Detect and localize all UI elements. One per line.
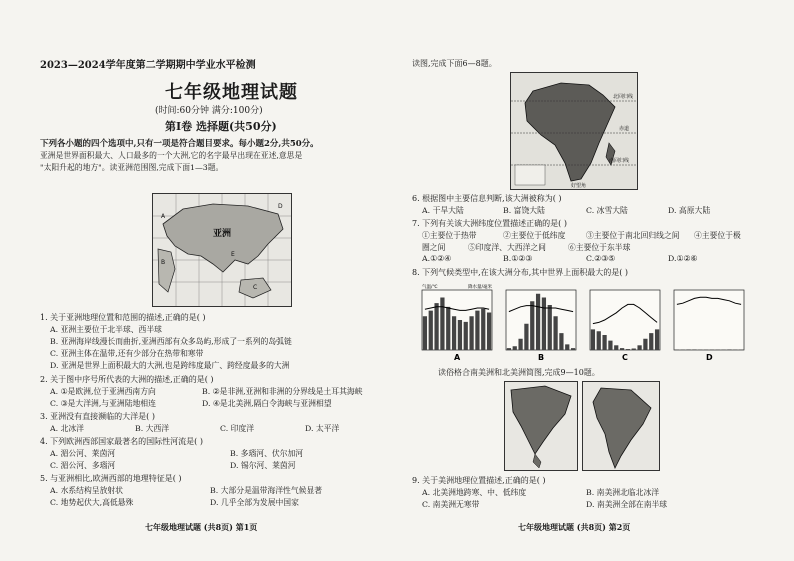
q9-stem: 9. 关于美洲地理位置描述,正确的是( ) xyxy=(412,476,546,485)
precip-bar xyxy=(559,333,563,350)
q2-option-d: D. ④是北美洲,隔白令海峡与亚洲相望 xyxy=(202,399,332,408)
intro-line-1: 亚洲是世界面积最大、人口最多的一个大洲,它的名字最早出现在亚述,意思是 xyxy=(40,151,303,160)
precip-bar xyxy=(727,349,731,350)
precip-bar xyxy=(475,311,479,350)
africa-map-svg xyxy=(511,73,637,189)
precip-bar xyxy=(614,345,618,350)
precip-bar xyxy=(716,350,720,351)
chart-label-c: C xyxy=(622,353,628,362)
q7-stem: 7. 下列有关该大洲纬度位置描述正确的是( ) xyxy=(412,219,567,228)
climate-chart-a xyxy=(422,283,493,362)
ylabel-left: 气温/℃ xyxy=(422,285,438,290)
section-title: 第Ⅰ卷 选择题(共50分) xyxy=(165,120,277,133)
q2-option-a: A. ①是欧洲,位于亚洲西南方向 xyxy=(50,387,156,396)
precip-bar xyxy=(434,303,438,350)
q7-choice-a: A.①②④ xyxy=(422,254,452,263)
q6-option-d: D. 高原大陆 xyxy=(668,206,711,215)
precip-bar xyxy=(458,320,462,350)
precip-bar xyxy=(469,316,473,350)
map-tag-b: B xyxy=(161,259,166,266)
precip-bar xyxy=(487,313,491,351)
q7-item-5: ⑤印度洋、大西洋之间 xyxy=(468,243,546,252)
exam-header: 2023—2024学年度第二学期期中学业水平检测 xyxy=(40,60,256,71)
q6-option-a: A. 干旱大陆 xyxy=(422,206,464,215)
asia-map-figure xyxy=(152,193,292,307)
q6-option-c: C. 冰雪大陆 xyxy=(586,206,628,215)
north-america-svg xyxy=(505,382,577,470)
map-tag-d: D xyxy=(278,203,283,210)
q9-option-d: D. 南美洲全部在南半球 xyxy=(586,500,668,509)
instructions: 下列各小题的四个选项中,只有一项是符合题目要求。每小题2分,共50分。 xyxy=(40,139,319,149)
map-tag-c: C xyxy=(253,284,258,291)
precip-bar xyxy=(565,344,569,350)
precip-bar xyxy=(643,339,647,350)
q5-option-c: C. 地势起伏大,高低悬殊 xyxy=(50,498,134,507)
q2-option-c: C. ③是大洋洲,与亚洲陆地相连 xyxy=(50,399,156,408)
chart-frame xyxy=(506,290,576,350)
label-equator: 赤道 xyxy=(619,126,630,132)
page-left xyxy=(40,0,392,561)
precip-bar xyxy=(481,309,485,350)
q7-item-4-cont: 圈之间 xyxy=(422,243,446,252)
precip-bar xyxy=(655,329,659,350)
q3-option-b: B. 大西洋 xyxy=(135,424,170,433)
map-tag-e: E xyxy=(231,251,235,258)
precip-bar xyxy=(597,331,601,350)
q7-item-4: ④主要位于极 xyxy=(694,231,741,240)
precip-bar xyxy=(710,350,714,351)
q4-stem: 4. 下列欧洲西部国家最著名的国际性河流是( ) xyxy=(40,437,203,446)
north-america-map xyxy=(504,381,578,471)
africa-map-figure xyxy=(510,72,638,190)
precip-bar xyxy=(553,316,557,350)
label-tropic-cancer: 北回归线 xyxy=(613,94,634,100)
precip-bar xyxy=(721,350,725,351)
q4-option-a: A. 湄公河、莱茵河 xyxy=(50,449,116,458)
q9-option-c: C. 南美洲无寒带 xyxy=(422,500,480,509)
page-title: 七年级地理试题 xyxy=(165,82,298,103)
q8-stem: 8. 下列气候类型中,在该大洲分布,其中世界上面积最大的是( ) xyxy=(412,268,629,277)
precip-bar xyxy=(452,316,456,350)
q5-option-a: A. 水系结构呈放射状 xyxy=(50,486,123,495)
asia-map-svg xyxy=(153,194,291,306)
chart-label-d: D xyxy=(706,353,713,362)
precip-bar xyxy=(440,298,444,351)
q3-option-a: A. 北冰洋 xyxy=(50,424,84,433)
q1-option-b: B. 亚洲海岸线漫长而曲折,亚洲西部有众多岛屿,形成了一系列的岛弧链 xyxy=(50,337,292,346)
precip-bar xyxy=(591,329,595,350)
q9-option-a: A. 北美洲地跨寒、中、低纬度 xyxy=(422,488,527,497)
precip-bar xyxy=(675,350,679,351)
q5-option-d: D. 几乎全部为发展中国家 xyxy=(210,498,299,507)
q3-option-c: C. 印度洋 xyxy=(220,424,255,433)
q7-choice-c: C.②③⑤ xyxy=(586,254,616,263)
climate-chart-d xyxy=(674,290,744,362)
q3-option-d: D. 太平洋 xyxy=(305,424,340,433)
q6-option-b: B. 富饶大陆 xyxy=(503,206,545,215)
precip-bar xyxy=(548,305,552,350)
time-info: (时间:60分钟 满分:100分) xyxy=(155,106,263,116)
q5-option-b: B. 大部分是温带海洋性气候显著 xyxy=(210,486,323,495)
q6-stem: 6. 根据图中主要信息判断,该大洲被称为( ) xyxy=(412,194,562,203)
chart-label-a: A xyxy=(454,353,461,362)
precip-bar xyxy=(536,294,540,350)
right-intro: 读图,完成下面6—8题。 xyxy=(412,59,497,68)
precip-bar xyxy=(637,345,641,350)
footer-right: 七年级地理试题 (共8页) 第2页 xyxy=(518,522,631,532)
precip-bar xyxy=(542,298,546,351)
q4-option-d: D. 锡尔河、莱茵河 xyxy=(230,461,296,470)
asia-label: 亚洲 xyxy=(213,229,232,239)
q1-option-a: A. 亚洲主要位于北半球、西半球 xyxy=(50,325,162,334)
precip-bar xyxy=(608,341,612,350)
q1-option-c: C. 亚洲主体在温带,还有少部分在热带和寒带 xyxy=(50,349,204,358)
chart-label-b: B xyxy=(538,353,545,362)
q7-item-6: ⑥主要位于东半球 xyxy=(568,243,631,252)
precip-bar xyxy=(602,335,606,350)
q1-option-d: D. 亚洲是世界上面积最大的大洲,也是跨纬度最广、跨经度最多的大洲 xyxy=(50,361,290,370)
q5-stem: 5. 与亚洲相比,欧洲西部的地理特征是( ) xyxy=(40,474,182,483)
ylabel-right: 降水量/毫米 xyxy=(468,285,493,290)
precip-bar xyxy=(733,350,737,351)
q7-item-2: ②主要位于低纬度 xyxy=(503,231,566,240)
precip-bar xyxy=(530,301,534,350)
intro-line-2: "太阳升起的地方"。读亚洲范围图,完成下面1—3题。 xyxy=(40,163,224,172)
precip-bar xyxy=(571,348,575,350)
footer-left: 七年级地理试题 (共8页) 第1页 xyxy=(145,522,258,532)
precip-bar xyxy=(518,339,522,350)
precip-bar xyxy=(704,350,708,351)
climate-chart-c xyxy=(590,290,660,362)
page-right xyxy=(408,0,760,561)
precip-bar xyxy=(686,349,690,350)
q7-item-1: ①主要位于热带 xyxy=(422,231,477,240)
precip-bar xyxy=(649,333,653,350)
precip-bar xyxy=(446,307,450,350)
q2-stem: 2. 关于图中序号所代表的大洲的描述,正确的是( ) xyxy=(40,375,214,384)
precip-bar xyxy=(620,348,624,350)
precip-bar xyxy=(513,346,517,350)
q3-stem: 3. 亚洲没有直接濒临的大洋是( ) xyxy=(40,412,155,421)
q1-stem: 1. 关于亚洲地理位置和范围的描述,正确的是( ) xyxy=(40,313,206,322)
climate-chart-b xyxy=(506,290,576,362)
precip-bar xyxy=(423,316,427,350)
q4-option-b: B. 多瑙河、伏尔加河 xyxy=(230,449,304,458)
q4-option-c: C. 湄公河、多瑙河 xyxy=(50,461,116,470)
q7-choice-d: D.①②⑥ xyxy=(668,254,698,263)
precip-bar xyxy=(524,324,528,350)
precip-bar xyxy=(632,349,636,351)
q9-option-b: B. 南美洲北临北冰洋 xyxy=(586,488,660,497)
label-tropic-capricorn: 南回归线 xyxy=(609,158,630,164)
precip-bar xyxy=(507,348,511,350)
precip-bar xyxy=(698,350,702,351)
maps-9-10-intro: 读俗格合南美洲和北美洲简图,完成9—10题。 xyxy=(438,368,600,377)
q7-item-3: ③主要位于南北回归线之间 xyxy=(586,231,680,240)
south-america-svg xyxy=(583,382,659,470)
precip-bar xyxy=(692,349,696,350)
map-tag-a: A xyxy=(161,213,166,220)
precip-bar xyxy=(464,322,468,350)
q2-option-b: B. ②是非洲,亚洲和非洲的分界线是土耳其海峡 xyxy=(202,387,363,396)
precip-bar xyxy=(739,350,743,351)
q7-choice-b: B.①②③ xyxy=(503,254,533,263)
precip-bar xyxy=(429,311,433,350)
label-cape-good-hope: 好望角 xyxy=(571,183,587,189)
precip-bar xyxy=(681,350,685,351)
south-america-map xyxy=(582,381,660,471)
climate-charts xyxy=(414,280,754,364)
precip-bar xyxy=(626,349,630,350)
chart-frame xyxy=(674,290,744,350)
